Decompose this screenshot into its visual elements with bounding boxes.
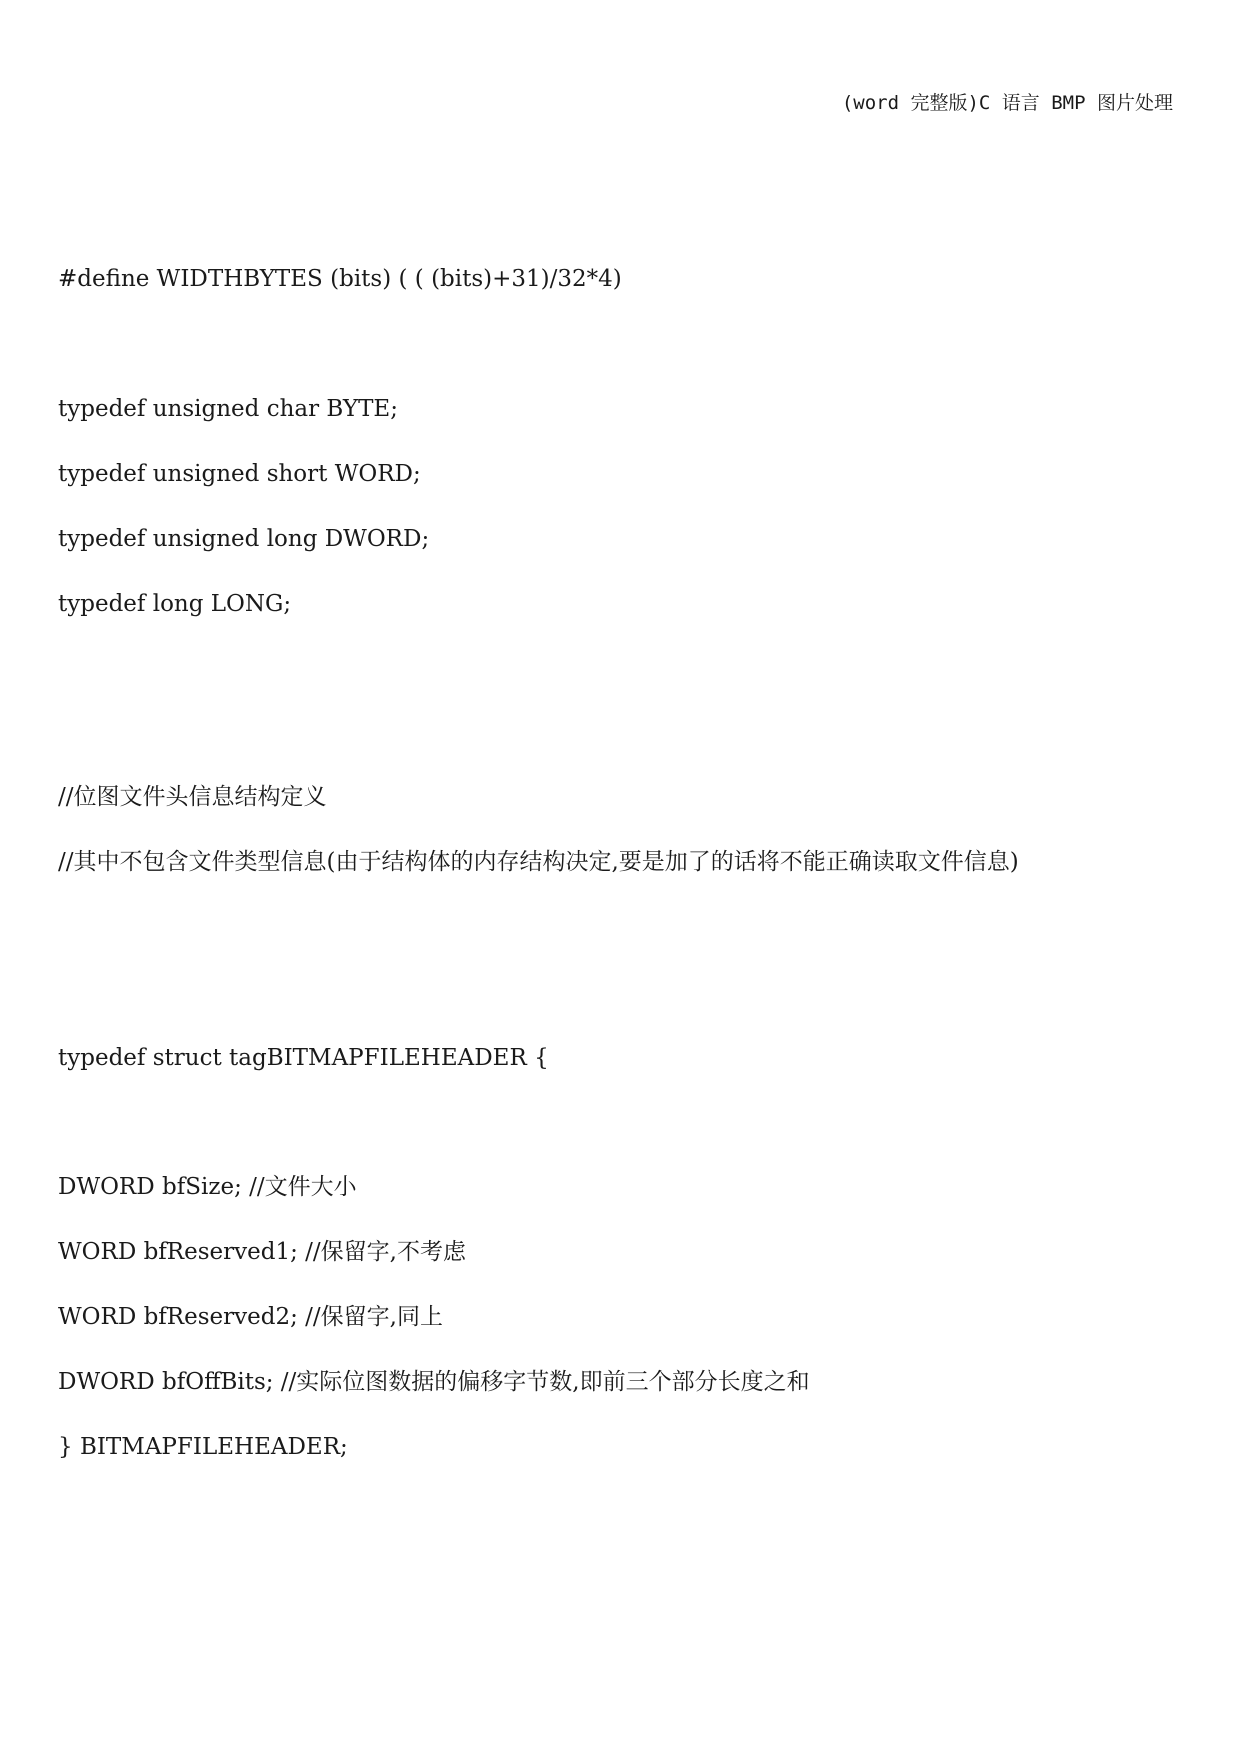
- struct-field-bfsize: DWORD bfSize; //文件大小: [58, 1174, 357, 1200]
- struct-field-bfreserved2: WORD bfReserved2; //保留字,同上: [58, 1304, 443, 1330]
- typedef-byte-line: typedef unsigned char BYTE;: [58, 396, 398, 422]
- typedef-word-line: typedef unsigned short WORD;: [58, 461, 421, 487]
- struct-open-line: typedef struct tagBITMAPFILEHEADER {: [58, 1045, 549, 1071]
- typedef-dword-line: typedef unsigned long DWORD;: [58, 526, 430, 552]
- struct-field-bfoffbits: DWORD bfOffBits; //实际位图数据的偏移字节数,即前三个部分长度之和: [58, 1369, 810, 1395]
- define-line: #define WIDTHBYTES (bits) ( ( (bits)+31)/32*4): [58, 266, 622, 292]
- comment-line-2: //其中不包含文件类型信息(由于结构体的内存结构决定,要是加了的话将不能正确读取文件信息): [58, 849, 1019, 875]
- comment-line-1: //位图文件头信息结构定义: [58, 784, 327, 810]
- struct-close-line: } BITMAPFILEHEADER;: [58, 1434, 348, 1460]
- struct-field-bfreserved1: WORD bfReserved1; //保留字,不考虑: [58, 1239, 466, 1265]
- page-header-title: (word 完整版)C 语言 BMP 图片处理: [841, 92, 1173, 114]
- typedef-long-line: typedef long LONG;: [58, 591, 292, 617]
